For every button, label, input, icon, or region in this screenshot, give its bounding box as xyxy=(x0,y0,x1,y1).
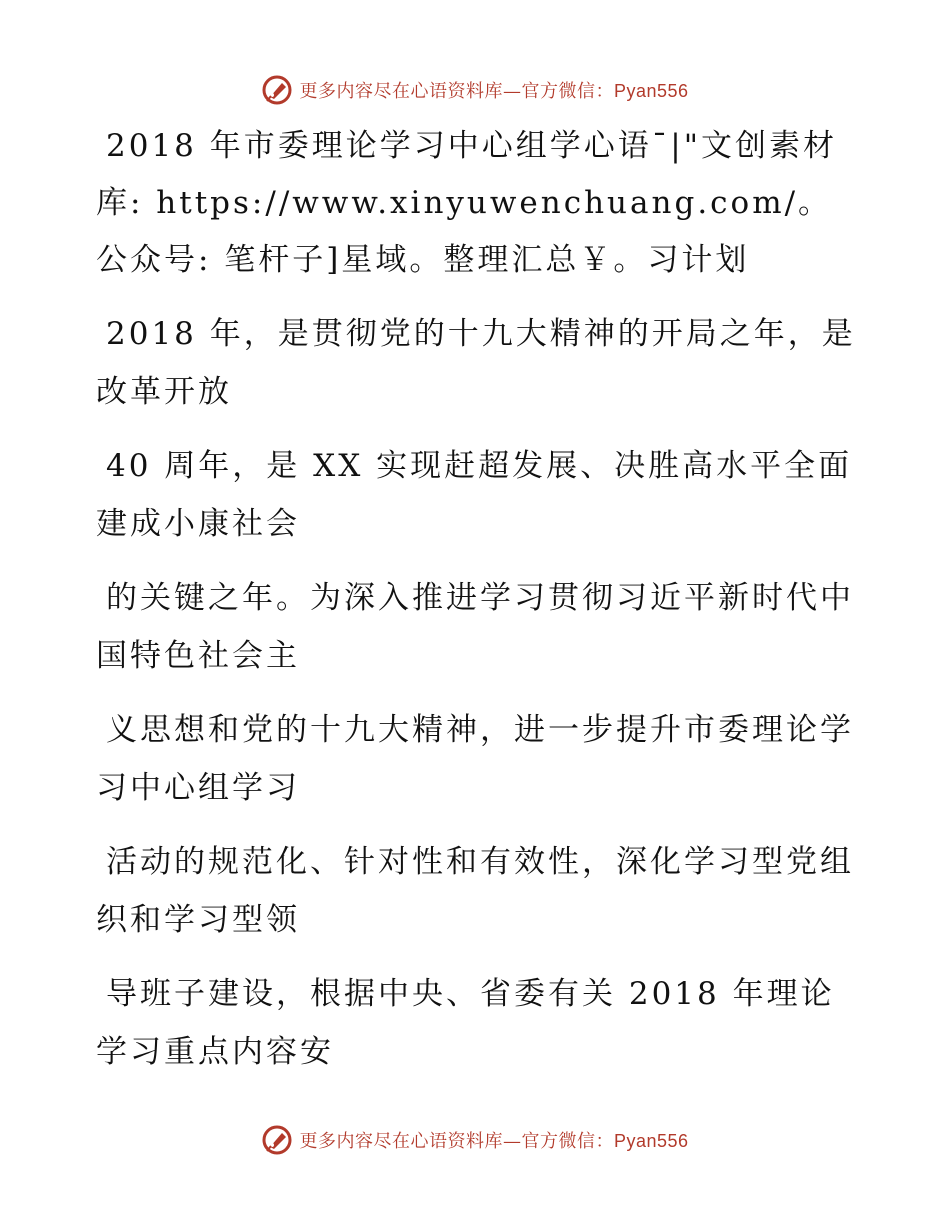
header-banner xyxy=(0,70,950,110)
document-body xyxy=(96,118,856,1097)
paragraph-5: 义思想和党的十九大精神，进一步提升市委理论学习中心组学习 xyxy=(96,712,854,806)
paragraph-2: 2018 年，是贯彻党的十九大精神的开局之年，是改革开放 xyxy=(96,316,856,410)
paragraph-3: 40 周年，是 XX 实现赶超发展、决胜高水平全面建成小康社会 xyxy=(96,448,853,542)
header-banner-dash: — xyxy=(502,81,522,102)
header-banner-contact-text: 官方微信： xyxy=(521,81,614,102)
header-banner-main-text: 更多内容尽在心语资料库 xyxy=(299,81,503,102)
footer-banner-handle: Pyan556 xyxy=(613,1131,689,1151)
paragraph-4: 的关键之年。为深入推进学习贯彻习近平新时代中国特色社会主 xyxy=(96,580,854,674)
footer-banner-dash: — xyxy=(502,1131,522,1152)
header-banner-inner xyxy=(261,74,688,106)
pen-nib-logo-icon xyxy=(261,74,293,106)
pen-nib-logo-icon xyxy=(261,1124,293,1156)
footer-banner-text xyxy=(299,1127,688,1153)
footer-banner-inner xyxy=(261,1124,688,1156)
footer-banner-main-text: 更多内容尽在心语资料库 xyxy=(299,1131,503,1152)
paragraph-1: 2018 年市委理论学习中心组学心语¯|"文创素材库: https://www.xinyuwenchuang.com/。公众号: 笔杆子]星域。整理汇总￥。习计划 xyxy=(96,128,837,278)
header-banner-handle: Pyan556 xyxy=(613,81,689,101)
footer-banner xyxy=(0,1120,950,1160)
paragraph-6: 活动的规范化、针对性和有效性，深化学习型党组织和学习型领 xyxy=(96,844,854,938)
paragraph-7: 导班子建设，根据中央、省委有关 2018 年理论学习重点内容安 xyxy=(96,976,835,1070)
header-banner-text xyxy=(299,77,688,103)
footer-banner-contact-text: 官方微信： xyxy=(521,1131,614,1152)
